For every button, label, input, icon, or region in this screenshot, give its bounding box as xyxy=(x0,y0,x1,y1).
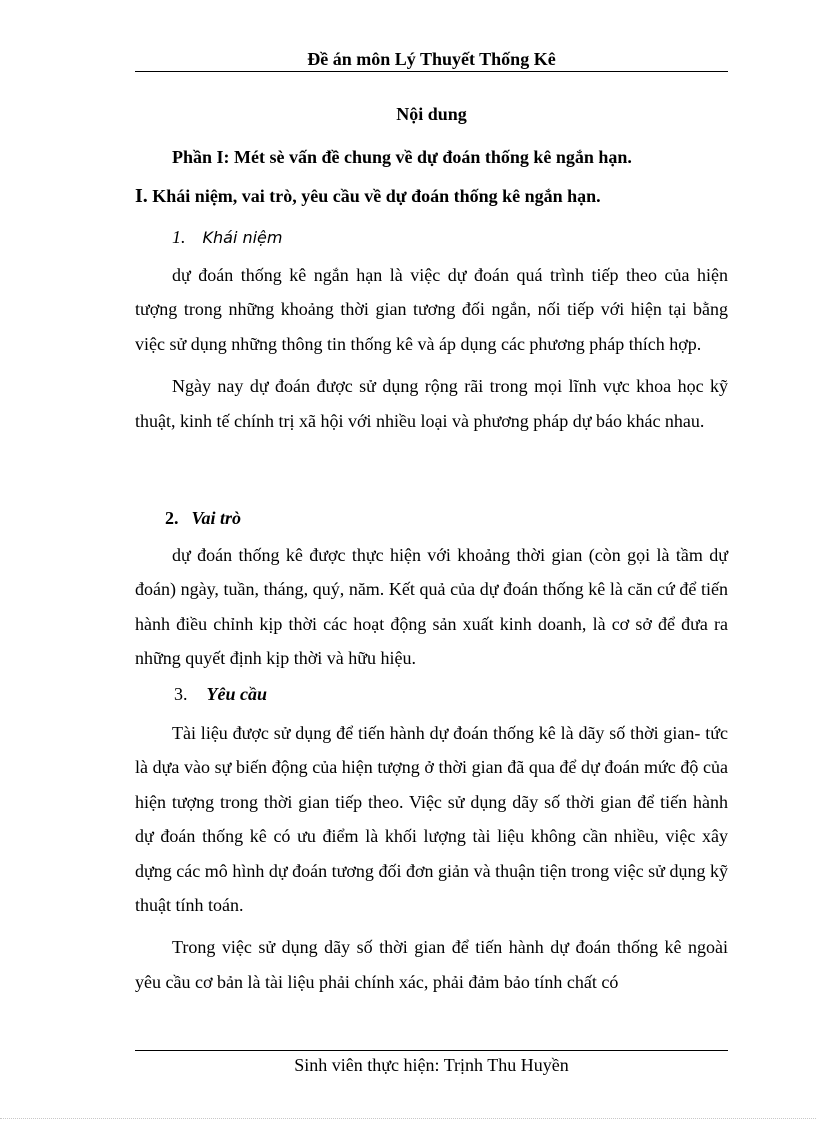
header-rule xyxy=(135,71,728,72)
subsection-heading xyxy=(174,684,728,705)
subsection-number: 1. xyxy=(172,227,186,247)
subsection-body xyxy=(135,538,728,676)
subsection-heading xyxy=(172,227,728,248)
header-title: Đề án môn Lý Thuyết Thống Kê xyxy=(307,49,556,69)
section-number: I. xyxy=(135,185,148,207)
subsection-title: Yêu cầu xyxy=(206,684,267,704)
section-heading xyxy=(135,185,728,208)
main-title: Nội dung xyxy=(396,104,467,124)
subsection-number: 3. xyxy=(174,684,188,704)
section-title: Khái niệm, vai trò, yêu cầu về dự đoán thống kê ngắn hạn. xyxy=(152,186,601,206)
paragraph: Tài liệu được sử dụng để tiến hành dự đoán thống kê là dãy số thời gian- tức là dựa vào sự biến động của hiện tượng ở thời gian đã qua để dự đoán mức độ của hiện tượng trong thời gian tiếp theo. Việc sử dụng dãy số thời gian để tiến hành dự đoán thống kê có ưu điểm là khối lượng tài liệu không cần nhiều, việc xây dựng các mô hình dự đoán tương đối đơn giản và thuận tiện trong việc sử dụng kỹ thuật tính toán. xyxy=(135,723,728,916)
subsection-title: Vai trò xyxy=(191,508,242,528)
footer-text: Sinh viên thực hiện: Trịnh Thu Huyền xyxy=(294,1055,569,1075)
subsection-heading xyxy=(165,508,728,529)
page-boundary xyxy=(0,1118,816,1119)
paragraph: dự đoán thống kê được thực hiện với khoảng thời gian (còn gọi là tầm dự đoán) ngày, tuần, tháng, quý, năm. Kết quả của dự đoán thống kê là căn cứ để tiến hành điều chỉnh kịp thời các hoạt động sản xuất kinh doanh, là cơ sở để đưa ra những quyết định kịp thời và hữu hiệu. xyxy=(135,545,728,669)
paragraph: Trong việc sử dụng dãy số thời gian để tiến hành dự đoán thống kê ngoài yêu cầu cơ bản là tài liệu phải chính xác, phải đảm bảo tính chất có xyxy=(135,937,728,992)
footer-rule xyxy=(135,1050,728,1051)
subsection-body xyxy=(135,258,728,438)
subsection-body xyxy=(135,716,728,999)
subsection-number: 2. xyxy=(165,508,179,528)
part-heading: Phần I: Mét sè vấn đề chung về dự đoán thống kê ngắn hạn. xyxy=(172,147,632,167)
paragraph: dự đoán thống kê ngắn hạn là việc dự đoán quá trình tiếp theo của hiện tượng trong những khoảng thời gian tương đối ngắn, nối tiếp với hiện tại bằng việc sử dụng những thông tin thống kê và áp dụng các phương pháp thích hợp. xyxy=(135,265,728,354)
paragraph: Ngày nay dự đoán được sử dụng rộng rãi trong mọi lĩnh vực khoa học kỹ thuật, kinh tế chính trị xã hội với nhiều loại và phương pháp dự báo khác nhau. xyxy=(135,376,728,431)
subsection-title: Khái niệm xyxy=(202,228,283,247)
